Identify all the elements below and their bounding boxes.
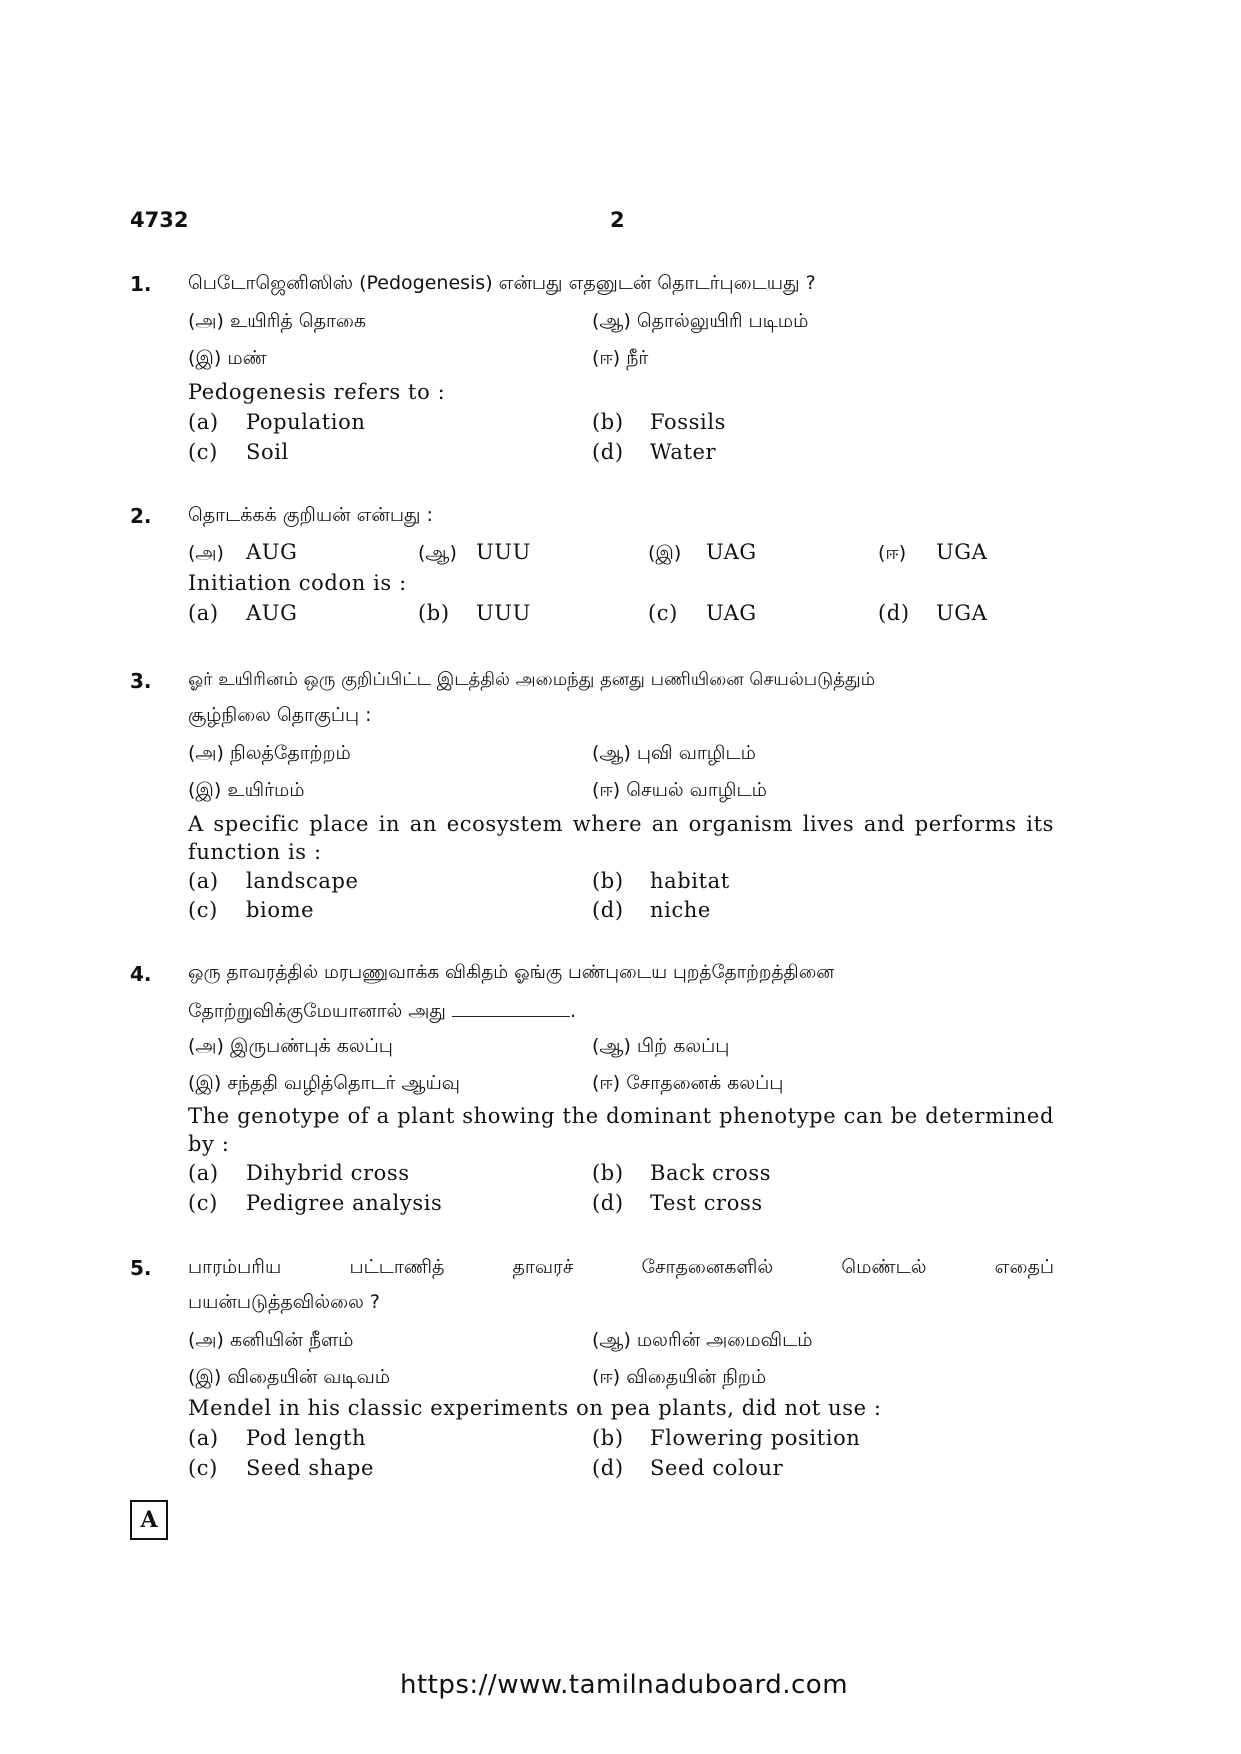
option-tamil-c: (இ) விதையின் வடிவம் [188, 1366, 391, 1388]
answer-blank [452, 998, 570, 1017]
option-tamil-d: (ஈ) விதையின் நிறம் [592, 1366, 767, 1388]
question-number: 5. [130, 1256, 152, 1280]
option-english-d: (d) Seed colour [592, 1456, 784, 1480]
option-english-a: (a) Population [188, 410, 366, 434]
question-text-english: Initiation codon is : [188, 571, 407, 595]
option-tamil-b: (ஆ) தொல்லுயிரி படிமம் [592, 310, 809, 332]
question-text-tamil-line1: பாரம்பரிய பட்டாணித் தாவரச் சோதனைகளில் மெண்டல் எதைப் [188, 1256, 1054, 1278]
question-text-tamil-line2: பயன்படுத்தவில்லை ? [188, 1291, 380, 1313]
option-english-b: (b) UUU [418, 601, 531, 625]
option-english-a: (a) landscape [188, 869, 359, 893]
option-english-c: (c) UAG [648, 601, 757, 625]
option-english-b: (b) Fossils [592, 410, 727, 434]
question-text-tamil-line1: ஒரு தாவரத்தில் மரபணுவாக்க விகிதம் ஓங்கு பண்புடைய புறத்தோற்றத்தினை [188, 962, 835, 983]
question-text-tamil: பெடோஜெனிஸிஸ் (Pedogenesis) என்பது எதனுடன் தொடர்புடையது ? [188, 272, 816, 294]
question-number: 3. [130, 669, 152, 693]
option-english-a: (a) Pod length [188, 1426, 367, 1450]
option-tamil-a: (அ) இருபண்புக் கலப்பு [188, 1035, 393, 1057]
footer-url[interactable]: https://www.tamilnaduboard.com [400, 1670, 849, 1700]
option-tamil-a: (அ) கனியின் நீளம் [188, 1329, 354, 1351]
option-english-c: (c) Pedigree analysis [188, 1191, 443, 1215]
question-number: 4. [130, 962, 152, 986]
question-text-tamil-line2: சூழ்நிலை தொகுப்பு : [188, 704, 372, 726]
option-tamil-b: (ஆ) பிற் கலப்பு [592, 1035, 730, 1057]
option-tamil-b: (ஆ) UUU [418, 540, 531, 564]
option-tamil-d: (ஈ) செயல் வாழிடம் [592, 779, 767, 801]
question-number: 1. [130, 272, 152, 296]
question-text-tamil: தொடக்கக் குறியன் என்பது : [188, 504, 433, 526]
option-tamil-a: (அ) நிலத்தோற்றம் [188, 742, 351, 764]
option-english-b: (b) Flowering position [592, 1426, 861, 1450]
option-english-b: (b) habitat [592, 869, 730, 893]
option-english-b: (b) Back cross [592, 1161, 772, 1185]
question-text-english: The genotype of a plant showing the dominant phenotype can be determined by : [188, 1104, 1054, 1156]
option-english-c: (c) biome [188, 898, 315, 922]
option-english-a: (a) AUG [188, 601, 298, 625]
option-tamil-c: (இ) UAG [648, 540, 757, 564]
option-english-d: (d) Test cross [592, 1191, 763, 1215]
option-tamil-b: (ஆ) புவி வாழிடம் [592, 742, 756, 764]
paper-code: 4732 [130, 208, 189, 232]
option-english-c: (c) Seed shape [188, 1456, 375, 1480]
page-number: 2 [610, 208, 625, 232]
option-tamil-c: (இ) மண் [188, 347, 267, 369]
question-text-english: A specific place in an ecosystem where an organism lives and performs its function is : [188, 812, 1054, 864]
option-english-d: (d) Water [592, 440, 717, 464]
question-text-english: Mendel in his classic experiments on pea plants, did not use : [188, 1396, 882, 1420]
option-english-c: (c) Soil [188, 440, 289, 464]
option-tamil-a: (அ) உயிரித் தொகை [188, 310, 367, 332]
option-tamil-b: (ஆ) மலரின் அமைவிடம் [592, 1329, 813, 1351]
question-text-english: Pedogenesis refers to : [188, 380, 446, 404]
question-number: 2. [130, 504, 152, 528]
option-tamil-a: (அ) AUG [188, 540, 298, 564]
option-tamil-c: (இ) சந்ததி வழித்தொடர் ஆய்வு [188, 1072, 460, 1094]
option-tamil-d: (ஈ) சோதனைக் கலப்பு [592, 1072, 784, 1094]
option-english-d: (d) niche [592, 898, 711, 922]
option-tamil-d: (ஈ) UGA [878, 540, 988, 564]
option-tamil-c: (இ) உயிர்மம் [188, 779, 305, 801]
booklet-code-box: A [130, 1500, 168, 1540]
option-english-a: (a) Dihybrid cross [188, 1161, 410, 1185]
question-text-tamil-line2: தோற்றுவிக்குமேயானால் அது . [188, 1000, 576, 1022]
option-english-d: (d) UGA [878, 601, 988, 625]
option-tamil-d: (ஈ) நீர் [592, 347, 649, 369]
question-text-tamil-line1: ஓர் உயிரினம் ஒரு குறிப்பிட்ட இடத்தில் அமைந்து தனது பணியினை செயல்படுத்தும் [188, 669, 876, 690]
